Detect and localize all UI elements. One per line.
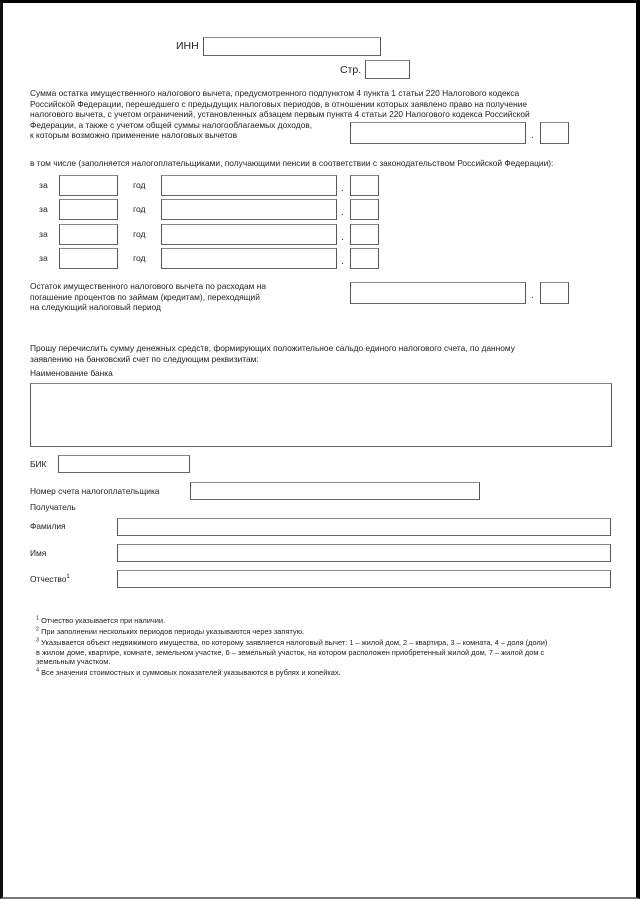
decimal-separator: . [531,290,534,301]
decimal-separator: . [531,130,534,141]
recipient-label: Получатель [30,502,76,512]
year-field[interactable] [59,248,118,269]
year-suffix-label: год [133,204,146,214]
interest-rubles-field[interactable] [350,282,526,304]
carryover-kopecks-field[interactable] [540,122,569,144]
footnote-marker: 1 [66,574,70,581]
first-name-field[interactable] [117,544,611,562]
rubles-field[interactable] [161,224,337,245]
account-number-label: Номер счета налогоплательщика [30,486,160,496]
patronymic-field[interactable] [117,570,611,588]
carryover-rubles-field[interactable] [350,122,526,144]
year-field[interactable] [59,224,118,245]
inn-label: ИНН [176,40,199,52]
kopecks-field[interactable] [350,175,379,196]
decimal-separator: . [341,232,344,243]
year-suffix-label: год [133,180,146,190]
footnote: $^2$ При заполнении нескольких периодов периоды указываются через запятую. [36,626,305,637]
decimal-separator: . [341,183,344,194]
pension-intro: в том числе (заполняется налогоплательщиками, получающими пенсии в соответствии с законодательством Российской Федерации): [30,158,554,168]
patronymic-label: Отчество$^1$ [30,574,70,584]
decimal-separator: . [341,256,344,267]
rubles-field[interactable] [161,175,337,196]
year-suffix-label: год [133,229,146,239]
year-field[interactable] [59,199,118,220]
footnote-continuation: в жилом доме, квартире, комнате, земельном участке, 6 – земельный участок, на котором расположен приобретенный жилой дом, 7 – жилой дом с [36,647,545,657]
kopecks-field[interactable] [350,199,379,220]
year-prefix-label: за [39,229,48,239]
bik-label: БИК [30,459,47,469]
year-prefix-label: за [39,253,48,263]
kopecks-field[interactable] [350,248,379,269]
first-name-label: Имя [30,548,47,558]
page-number-label: Стр. [340,64,362,76]
bank-name-field[interactable] [30,383,612,447]
footnote-continuation: земельным участком. [36,656,111,666]
footnote: $^1$ Отчество указывается при наличии. [36,615,166,625]
rubles-field[interactable] [161,248,337,269]
year-suffix-label: год [133,253,146,263]
footnotes [36,616,547,677]
account-number-field[interactable] [190,482,480,500]
year-prefix-label: за [39,204,48,214]
footnote: $^4$ Все значения стоимостных и суммовых показателей указываются в рублях и копейках. [36,667,341,678]
bik-field[interactable] [58,455,190,473]
last-name-label: Фамилия [30,521,66,531]
year-field[interactable] [59,175,118,196]
carryover-description: Сумма остатка имущественного налогового вычета, предусмотренного подпунктом 4 пункта 1 статьи 220 Налогового кодекса Российской Федерации, перешедшего с предыдущих налоговых периодов, в отношении которых заявлено право на получение налогового вычета, с учетом ограничений, установленных абзацем первым пункта 4 статьи 220 Налогового кодекса Российской Федерации, а также с учетом общей суммы налогооблагаемых доходов, к которым возможно применение налоговых вычетов [30,88,530,141]
decimal-separator: . [341,207,344,218]
year-prefix-label: за [39,180,48,190]
last-name-field[interactable] [117,518,611,536]
page-number-field[interactable] [365,60,410,79]
inn-field[interactable] [203,37,381,56]
bank-name-label: Наименование банка [30,368,113,378]
kopecks-field[interactable] [350,224,379,245]
transfer-request-text: Прошу перечислить сумму денежных средств, формирующих положительное сальдо единого налогового счета, по данному заявлению на банковский счет по следующим реквизитам: [30,343,515,364]
footnote: $^3$ Указывается объект недвижимого имущества, по которому заявляется налоговый вычет: 1 – жилой дом, 2 – квартира, 3 – комната, 4 – доля (доли) [36,637,548,648]
rubles-field[interactable] [161,199,337,220]
interest-kopecks-field[interactable] [540,282,569,304]
interest-description: Остаток имущественного налогового вычета по расходам на погашение процентов по займам (кредитам), переходящий на следующий налоговый период [30,281,267,313]
